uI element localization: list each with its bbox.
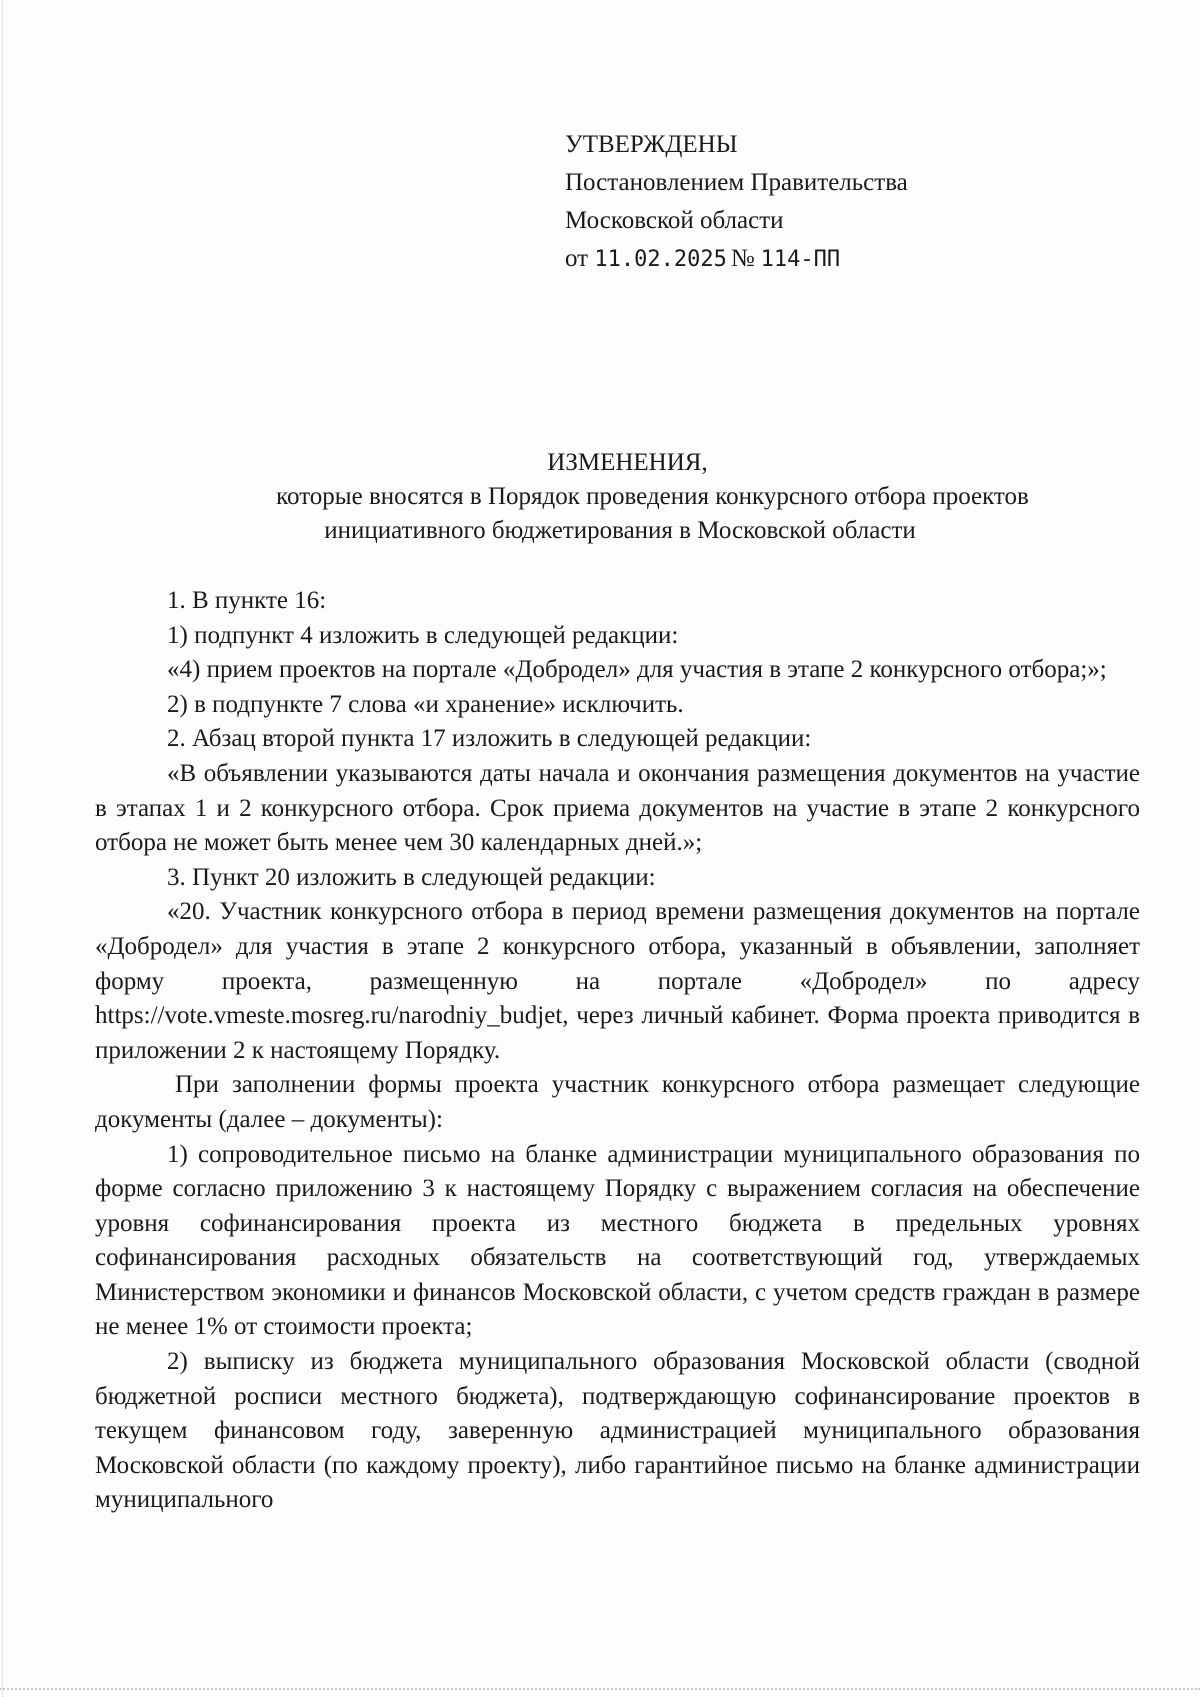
paragraph-item-1: 1. В пункте 16: — [167, 587, 327, 614]
paragraph-quote-20: «20. Участник конкурсного отбора в период времени размещения документов на портале «Добродел» для участия в этапе 2 конкурсного отбора, указанный в объявлении, заполняет форму проекта, размещенную на портале «Добродел» по адресу https://vote.vmeste.mosreg.ru/narodniy_budjet, через личный кабинет. Форма проекта приводится в приложении 2 к настоящему Порядку. — [95, 898, 1140, 1064]
paragraph-item-3: 3. Пункт 20 изложить в следующей редакции: — [167, 863, 656, 891]
paragraph-quote-4: «4) прием проектов на портале «Добродел» для участия в этапе 2 конкурсного отбора;»; — [167, 656, 1107, 684]
document-title — [95, 446, 1140, 548]
paragraph-quote-announcement: «В объявлении указываются даты начала и окончания размещения документов на участие в этапах 1 и 2 конкурсного отбора. Срок приема документов на участие в этапе 2 конкурсного отбора не может быть менее чем 30 календарных дней.»; — [95, 759, 1140, 857]
approval-region: Московской области — [565, 207, 784, 234]
paragraph-subitem-2: 2) в подпункте 7 слова «и хранение» исключить. — [167, 690, 684, 718]
paragraph-doc-1: 1) сопроводительное письмо на бланке администрации муниципального образования по форме согласно приложению 3 к настоящему Порядку с выражением согласия на обеспечение уровня софинансирования проекта из местного бюджета в предельных уровнях софинансирования расходных обязательств на соответствующий год, утверждаемых Министерством экономики и финансов Московской области, с учетом средств граждан в размере не менее 1% от стоимости проекта; — [95, 1140, 1140, 1341]
approval-block — [565, 126, 908, 279]
paragraph-subitem-1: 1) подпункт 4 изложить в следующей редакции: — [167, 621, 679, 649]
title-heading: ИЗМЕНЕНИЯ, — [547, 449, 708, 476]
approval-from-label: от — [565, 245, 589, 272]
paragraph-documents-intro: При заполнении формы проекта участник конкурсного отбора размещает следующие документы (далее – документы): — [95, 1071, 1140, 1133]
approval-authority: Постановлением Правительства — [565, 169, 908, 196]
approval-heading: УТВЕРЖДЕНЫ — [565, 131, 738, 158]
approval-number-label: № — [730, 245, 755, 272]
paragraph-item-2: 2. Абзац второй пункта 17 изложить в следующей редакции: — [167, 725, 812, 753]
title-subtitle-line1: которые вносятся в Порядок проведения конкурсного отбора проектов — [276, 483, 1029, 510]
scan-edge-left — [2, 0, 4, 1697]
approval-date-line — [565, 240, 908, 279]
paragraph-doc-2: 2) выписку из бюджета муниципального образования Московской области (сводной бюджетной росписи местного бюджета), подтверждающую софинансирование проектов в текущем финансовом году, заверенную администрацией муниципального образования Московской области (по каждому проекту), либо гарантийное письмо на бланке администрации муниципального — [95, 1348, 1140, 1514]
document-body — [95, 584, 1140, 1518]
scan-edge-bottom — [0, 1688, 1200, 1691]
title-subtitle-line2: инициативного бюджетирования в Московской области — [324, 517, 916, 544]
approval-number: 114-ПП — [760, 247, 841, 272]
approval-date: 11.02.2025 — [594, 247, 727, 272]
